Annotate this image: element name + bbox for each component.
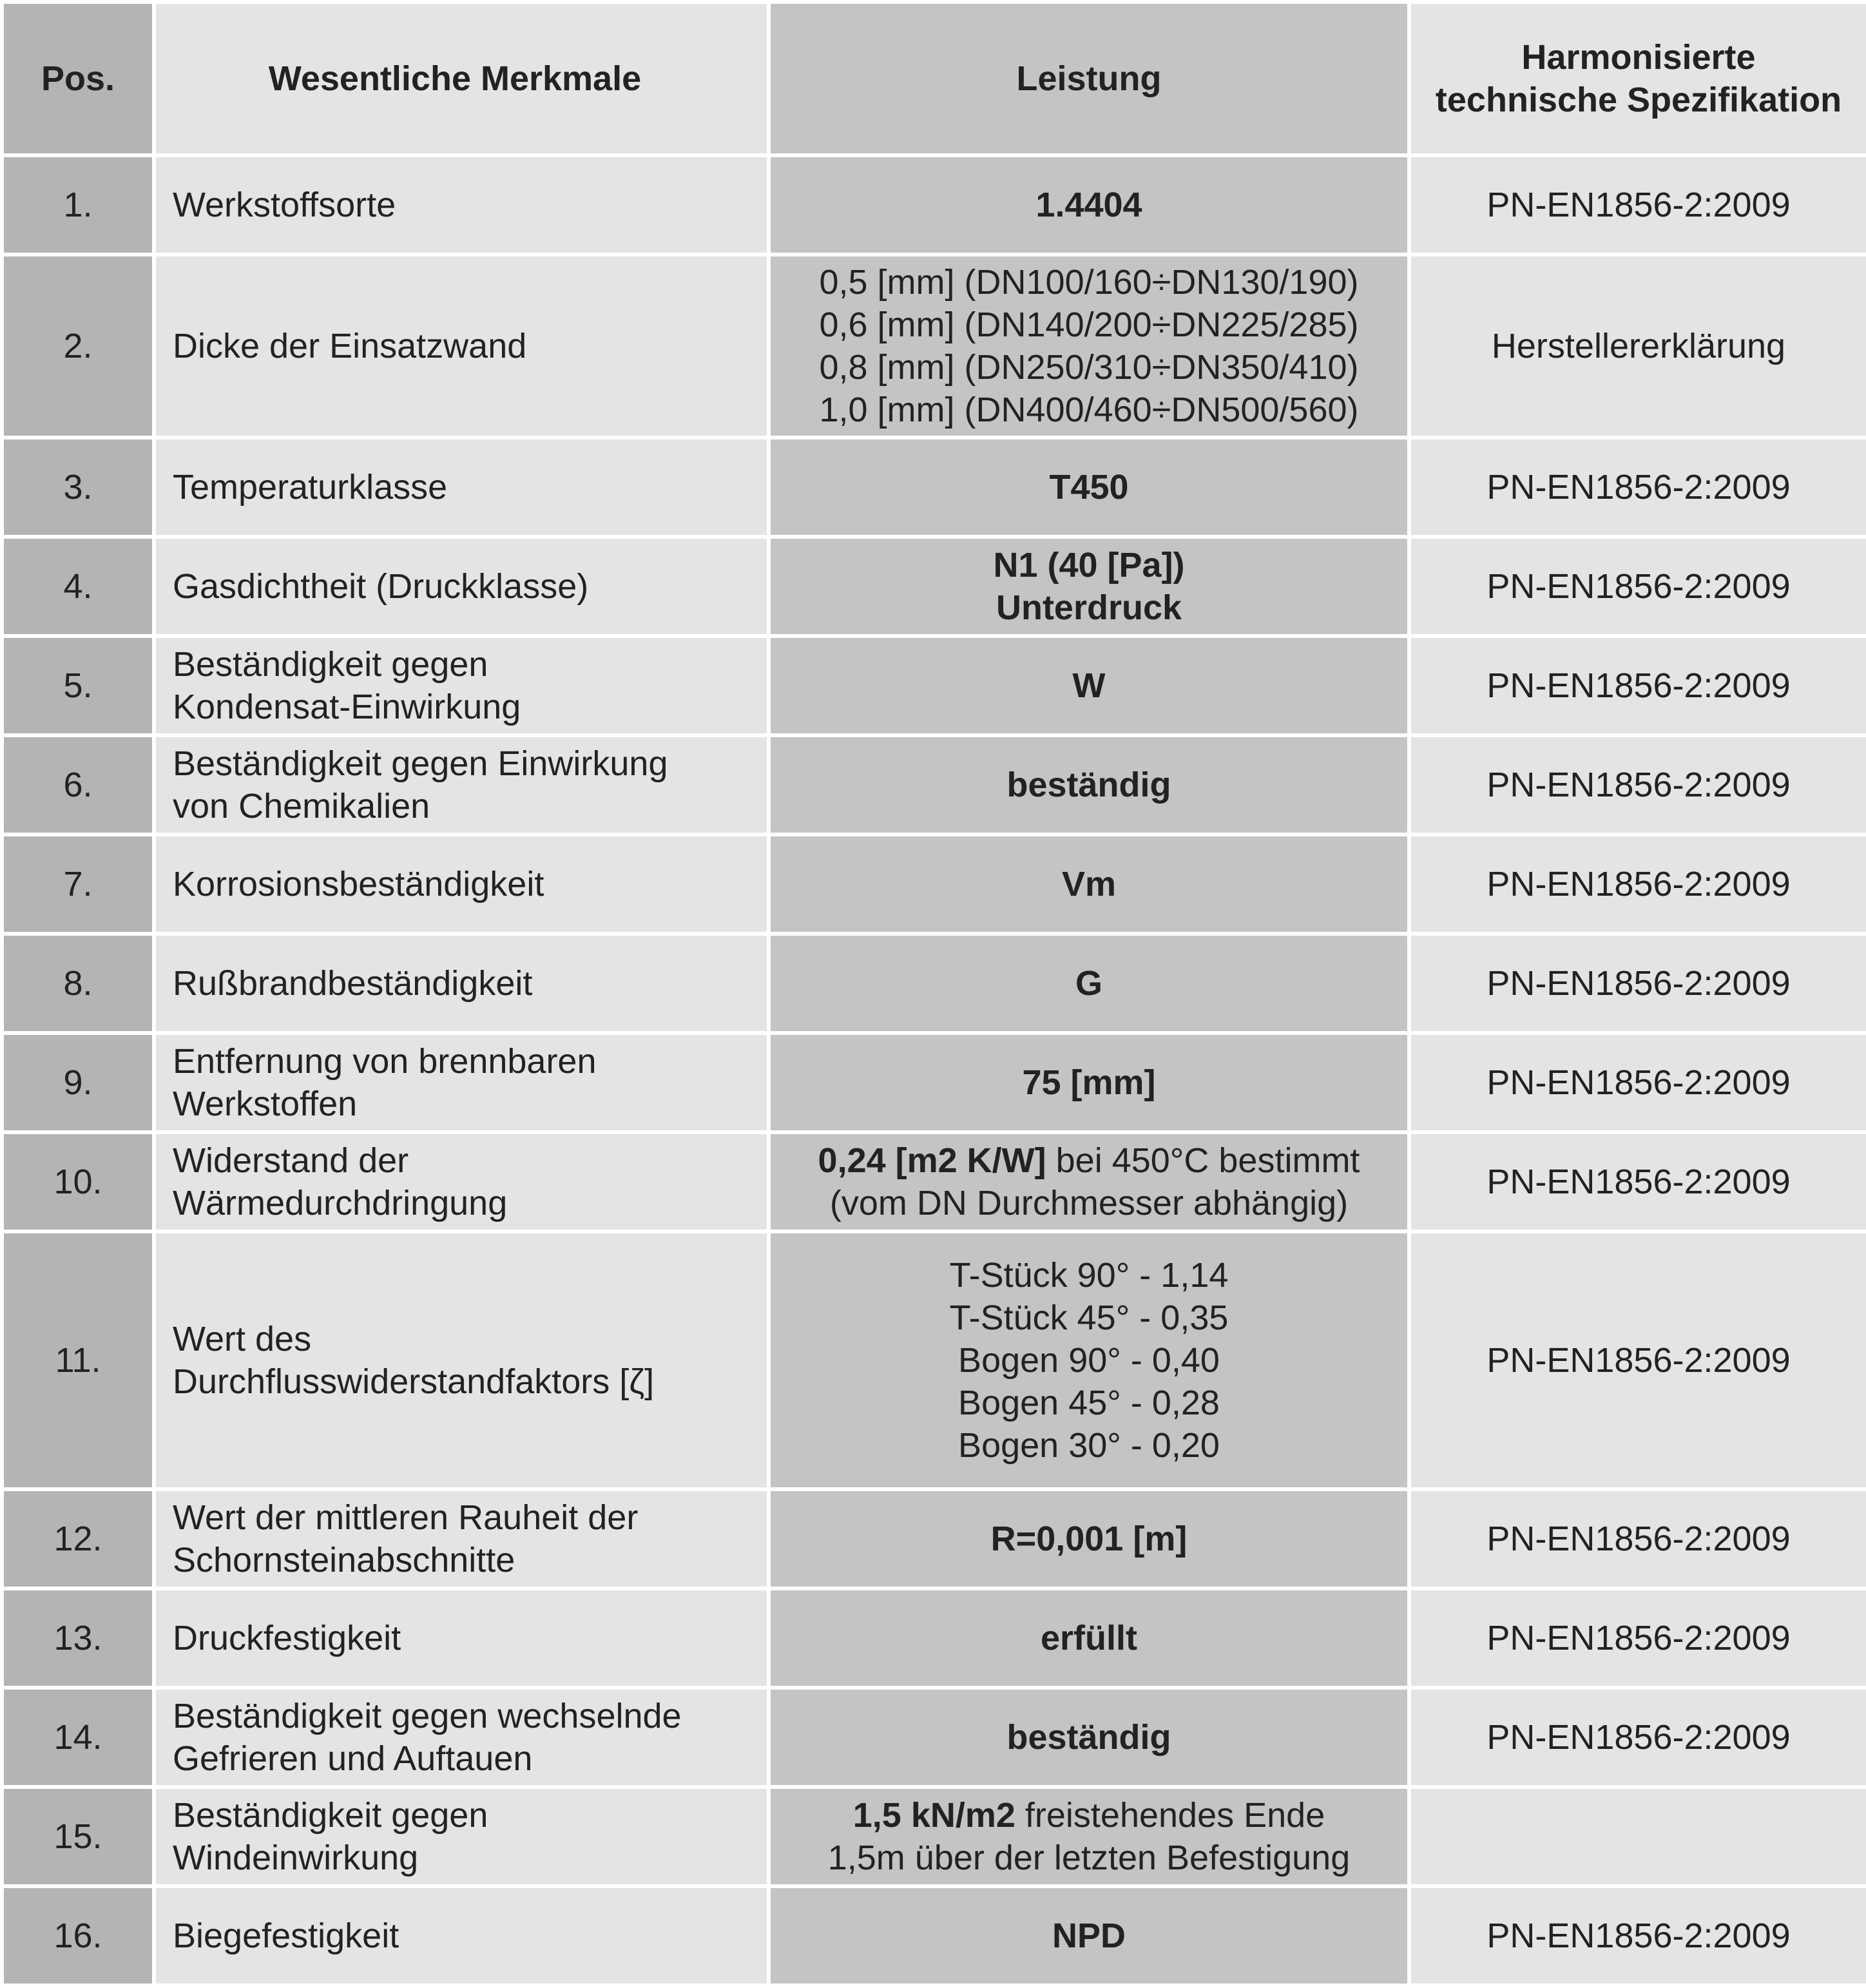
table-cell-performance: [771, 1590, 1407, 1686]
feature-text: Widerstand der: [173, 1141, 409, 1180]
feature-text: von Chemikalien: [173, 787, 430, 825]
performance-value-text: (vom DN Durchmesser abhängig): [829, 1184, 1349, 1222]
table-cell-feature: [156, 1134, 767, 1230]
table-cell-pos: [4, 1690, 152, 1785]
performance-value-bold: R=0,001 [m]: [990, 1520, 1188, 1558]
spec-text: PN-EN1856-2:2009: [1486, 1341, 1791, 1380]
feature-text: Gasdichtheit (Druckklasse): [173, 567, 589, 606]
table-cell-performance: [771, 1789, 1407, 1884]
row-position: 14.: [53, 1718, 102, 1757]
header-spec: [1411, 4, 1866, 153]
header-feature: [156, 4, 767, 153]
table-cell-pos: [4, 1134, 152, 1230]
header-spec-line-2: technische Spezifikation: [1435, 81, 1842, 119]
spec-text: PN-EN1856-2:2009: [1486, 1163, 1791, 1201]
feature-text: Wert der mittleren Rauheit der: [173, 1498, 639, 1537]
table-cell-pos: [4, 737, 152, 833]
table-cell-performance: [771, 1491, 1407, 1587]
spec-text: PN-EN1856-2:2009: [1486, 1520, 1791, 1558]
table-cell-performance: [771, 836, 1407, 932]
performance-line: [819, 346, 1358, 389]
row-position: 11.: [55, 1341, 101, 1380]
row-position: 13.: [53, 1619, 102, 1657]
table-cell-pos: [4, 638, 152, 733]
table-cell-spec: [1411, 1134, 1866, 1230]
feature-text: Korrosionsbeständigkeit: [173, 865, 544, 903]
table-cell-spec: [1411, 836, 1866, 932]
table-cell-feature: [156, 638, 767, 733]
table-cell-pos: [4, 1590, 152, 1686]
performance-line: [993, 544, 1184, 586]
row-position: 1.: [63, 186, 93, 224]
table-cell-spec: [1411, 1888, 1866, 1983]
table-cell-feature: [156, 439, 767, 535]
performance-value-text: Bogen 90° - 0,40: [958, 1341, 1220, 1380]
performance-value-bold: W: [1072, 666, 1106, 705]
feature-text: Temperaturklasse: [173, 468, 448, 507]
row-position: 2.: [63, 327, 93, 365]
performance-value-bold: Unterdruck: [996, 588, 1182, 627]
performance-value-bold: N1 (40 [Pa]): [993, 546, 1185, 584]
spec-text: PN-EN1856-2:2009: [1486, 468, 1791, 507]
feature-text: Druckfestigkeit: [173, 1619, 401, 1657]
table-cell-performance: [771, 1035, 1407, 1130]
performance-line: [828, 1837, 1351, 1879]
performance-value-text: 0,5 [mm] (DN100/160÷DN130/190): [819, 263, 1359, 302]
table-cell-pos: [4, 1888, 152, 1983]
performance-line: [1052, 1915, 1126, 1957]
table-cell-feature: [156, 157, 767, 253]
table-cell-spec: [1411, 1035, 1866, 1130]
performance-value-text: 0,6 [mm] (DN140/200÷DN225/285): [819, 305, 1359, 344]
table-cell-spec: [1411, 1491, 1866, 1587]
row-position: 15.: [53, 1817, 102, 1856]
table-cell-pos: [4, 157, 152, 253]
feature-text: Biegefestigkeit: [173, 1916, 399, 1955]
header-performance-label: Leistung: [1016, 59, 1162, 98]
performance-line: [1041, 1617, 1137, 1659]
table-cell-spec: [1411, 256, 1866, 436]
row-position: 16.: [53, 1916, 102, 1955]
spec-text: PN-EN1856-2:2009: [1486, 186, 1791, 224]
table-cell-spec: [1411, 1590, 1866, 1686]
feature-text: Entfernung von brennbaren: [173, 1042, 597, 1081]
performance-value-bold: beständig: [1006, 766, 1171, 804]
table-cell-spec: [1411, 539, 1866, 634]
performance-line: [818, 1139, 1360, 1182]
table-cell-performance: [771, 1690, 1407, 1785]
table-cell-performance: [771, 1134, 1407, 1230]
performance-value-bold: erfüllt: [1040, 1619, 1137, 1657]
performance-line: [819, 261, 1358, 304]
performance-value-bold: Vm: [1061, 865, 1117, 903]
performance-value-bold: 75 [mm]: [1022, 1063, 1156, 1102]
table-cell-feature: [156, 936, 767, 1031]
table-cell-feature: [156, 256, 767, 436]
table-cell-spec: [1411, 439, 1866, 535]
feature-text: Wärmedurchdringung: [173, 1184, 508, 1222]
performance-value-text: 1,5m über der letzten Befestigung: [827, 1838, 1351, 1877]
table-cell-feature: [156, 836, 767, 932]
feature-text: Durchflusswiderstandfaktors [ζ]: [173, 1362, 655, 1401]
table-cell-spec: [1411, 1690, 1866, 1785]
feature-text: Schornsteinabschnitte: [173, 1541, 515, 1579]
performance-value-bold: 0,24 [m2 K/W]: [818, 1141, 1046, 1180]
performance-value-bold: 1.4404: [1035, 186, 1142, 224]
performance-line: [819, 304, 1358, 346]
table-cell-spec: [1411, 1233, 1866, 1487]
performance-line: [950, 1297, 1229, 1339]
performance-value-text: bei 450°C bestimmt: [1046, 1141, 1360, 1180]
performance-value-text: Bogen 45° - 0,28: [958, 1384, 1220, 1422]
performance-value-text: freistehendes Ende: [1015, 1796, 1325, 1835]
table-cell-feature: [156, 1690, 767, 1785]
performance-value-text: 0,8 [mm] (DN250/310÷DN350/410): [819, 348, 1359, 387]
performance-value-text: T-Stück 90° - 1,14: [949, 1256, 1229, 1295]
spec-text: PN-EN1856-2:2009: [1486, 766, 1791, 804]
table-cell-feature: [156, 737, 767, 833]
spec-text: PN-EN1856-2:2009: [1486, 1063, 1791, 1102]
table-cell-feature: [156, 539, 767, 634]
table-cell-performance: [771, 256, 1407, 436]
feature-text: Gefrieren und Auftauen: [173, 1739, 533, 1778]
performance-value-bold: beständig: [1006, 1718, 1171, 1757]
spec-text: PN-EN1856-2:2009: [1486, 964, 1791, 1003]
feature-text: Werkstoffen: [173, 1085, 358, 1123]
performance-value-bold: NPD: [1052, 1916, 1126, 1955]
feature-text: Kondensat-Einwirkung: [173, 688, 521, 726]
table-cell-pos: [4, 439, 152, 535]
table-cell-feature: [156, 1233, 767, 1487]
row-position: 7.: [63, 865, 93, 903]
feature-text: Beständigkeit gegen: [173, 645, 488, 684]
performance-line: [991, 1518, 1188, 1560]
row-position: 12.: [53, 1520, 102, 1558]
performance-value-bold: G: [1075, 964, 1102, 1003]
table-cell-spec: [1411, 1789, 1866, 1884]
feature-text: Windeinwirkung: [173, 1838, 419, 1877]
spec-text: PN-EN1856-2:2009: [1486, 1619, 1791, 1657]
table-cell-performance: [771, 157, 1407, 253]
table-cell-pos: [4, 836, 152, 932]
performance-line: [958, 1339, 1220, 1382]
feature-text: Beständigkeit gegen: [173, 1796, 488, 1835]
row-position: 3.: [63, 468, 93, 507]
spec-text: PN-EN1856-2:2009: [1486, 1718, 1791, 1757]
table-cell-feature: [156, 1590, 767, 1686]
performance-value-text: T-Stück 45° - 0,35: [949, 1298, 1229, 1337]
table-cell-pos: [4, 1789, 152, 1884]
performance-line: [1062, 863, 1116, 905]
performance-line: [958, 1424, 1220, 1467]
spec-text: PN-EN1856-2:2009: [1486, 1916, 1791, 1955]
spec-text: PN-EN1856-2:2009: [1486, 666, 1791, 705]
table-cell-spec: [1411, 157, 1866, 253]
table-cell-performance: [771, 638, 1407, 733]
table-cell-pos: [4, 1491, 152, 1587]
table-cell-performance: [771, 1888, 1407, 1983]
performance-table: [4, 4, 1862, 1983]
performance-line: [1006, 764, 1171, 806]
performance-line: [819, 389, 1358, 431]
performance-line: [1035, 184, 1142, 226]
row-position: 10.: [53, 1163, 102, 1201]
table-cell-feature: [156, 1491, 767, 1587]
performance-line: [830, 1182, 1348, 1224]
header-spec-line-1: Harmonisierte: [1521, 38, 1756, 77]
performance-line: [1075, 962, 1102, 1005]
performance-value-text: Bogen 30° - 0,20: [958, 1426, 1220, 1465]
table-cell-performance: [771, 1233, 1407, 1487]
feature-text: Werkstoffsorte: [173, 186, 396, 224]
feature-text: Dicke der Einsatzwand: [173, 327, 527, 365]
table-cell-pos: [4, 256, 152, 436]
table-cell-feature: [156, 1888, 767, 1983]
table-cell-pos: [4, 1035, 152, 1130]
performance-line: [950, 1254, 1229, 1297]
performance-line: [1022, 1061, 1155, 1104]
table-cell-pos: [4, 936, 152, 1031]
table-cell-spec: [1411, 737, 1866, 833]
performance-value-text: 1,0 [mm] (DN400/460÷DN500/560): [819, 391, 1359, 429]
table-cell-spec: [1411, 936, 1866, 1031]
table-cell-performance: [771, 936, 1407, 1031]
performance-line: [853, 1794, 1325, 1837]
table-cell-pos: [4, 539, 152, 634]
performance-line: [996, 586, 1182, 629]
header-feature-label: Wesentliche Merkmale: [268, 59, 642, 98]
performance-value-bold: 1,5 kN/m2: [852, 1796, 1015, 1835]
feature-text: Rußbrandbeständigkeit: [173, 964, 533, 1003]
row-position: 9.: [63, 1063, 93, 1102]
table-cell-performance: [771, 737, 1407, 833]
spec-text: Herstellererklärung: [1491, 327, 1786, 365]
performance-value-bold: T450: [1049, 468, 1129, 507]
performance-line: [1049, 466, 1128, 508]
table-cell-spec: [1411, 638, 1866, 733]
table-cell-feature: [156, 1789, 767, 1884]
row-position: 8.: [63, 964, 93, 1003]
table-cell-pos: [4, 1233, 152, 1487]
header-pos-label: Pos.: [41, 59, 115, 98]
row-position: 4.: [63, 567, 93, 606]
feature-text: Beständigkeit gegen wechselnde: [173, 1697, 682, 1735]
table-cell-performance: [771, 439, 1407, 535]
spec-text: PN-EN1856-2:2009: [1486, 567, 1791, 606]
header-performance: [771, 4, 1407, 153]
row-position: 5.: [63, 666, 93, 705]
table-cell-performance: [771, 539, 1407, 634]
performance-line: [1006, 1716, 1171, 1759]
performance-line: [958, 1382, 1220, 1424]
header-pos: [4, 4, 152, 153]
row-position: 6.: [63, 766, 93, 804]
performance-line: [1073, 664, 1106, 707]
feature-text: Wert des: [173, 1320, 312, 1358]
table-cell-feature: [156, 1035, 767, 1130]
spec-text: PN-EN1856-2:2009: [1486, 865, 1791, 903]
feature-text: Beständigkeit gegen Einwirkung: [173, 744, 668, 783]
